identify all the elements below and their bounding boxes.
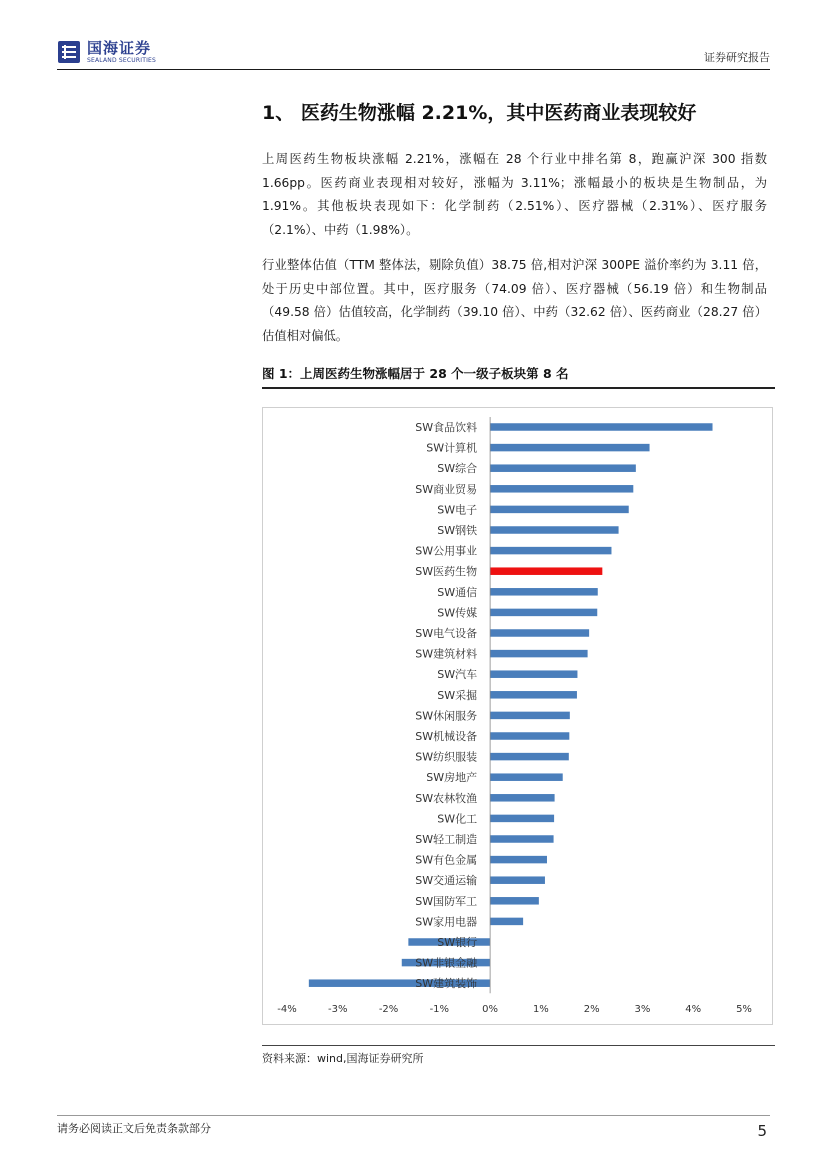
bar-21 xyxy=(490,856,547,864)
bar-17 xyxy=(490,773,563,781)
category-label-7: SW医药生物 xyxy=(415,565,478,579)
header-divider xyxy=(57,69,770,70)
bar-5 xyxy=(490,526,618,534)
bar-15 xyxy=(490,732,569,740)
category-label-27: SW建筑装饰 xyxy=(415,977,478,991)
bar-1 xyxy=(490,444,649,452)
category-label-5: SW钢铁 xyxy=(437,524,478,537)
figure-source: 资料来源：wind,国海证券研究所 xyxy=(262,1052,424,1065)
category-label-9: SW传媒 xyxy=(437,606,478,620)
category-label-8: SW通信 xyxy=(437,585,478,599)
x-tick-label-5: 1% xyxy=(532,1004,549,1015)
bar-2 xyxy=(490,464,636,472)
category-label-14: SW休闲服务 xyxy=(415,709,478,723)
bar-11 xyxy=(490,650,587,658)
category-label-15: SW机械设备 xyxy=(415,730,478,743)
category-label-22: SW交通运输 xyxy=(415,874,478,888)
category-label-6: SW公用事业 xyxy=(415,544,478,558)
category-label-20: SW轻工制造 xyxy=(415,833,478,846)
bar-16 xyxy=(490,753,569,761)
category-label-23: SW国防军工 xyxy=(415,894,478,908)
x-tick-label-1: -3% xyxy=(328,1004,348,1015)
bar-0 xyxy=(490,423,712,431)
footer-disclaimer: 请务必阅读正文后免责条款部分 xyxy=(57,1122,211,1135)
category-label-12: SW汽车 xyxy=(437,668,478,682)
bar-18 xyxy=(490,794,554,802)
logo-english-name: SEALAND SECURITIES xyxy=(87,56,157,64)
category-label-17: SW房地产 xyxy=(426,771,478,785)
bar-24 xyxy=(490,918,523,926)
category-label-2: SW综合 xyxy=(437,462,478,476)
x-tick-label-8: 4% xyxy=(685,1004,702,1015)
paragraph-valuation: 行业整体估值（TTM 整体法，剔除负值）38.75 倍,相对沪深 300PE 溢价率约为 3.11 倍，处于历史中部位置。其中，医疗服务（74.09 倍）、医疗器械（56.19 倍）和生物制品（49.58 倍）估值较高，化学制药（39.10 倍）、中药（32.62 倍）、医药商业（28.27 倍）估值相对偏低。 xyxy=(262,258,767,343)
category-label-11: SW建筑材料 xyxy=(415,647,478,661)
x-tick-label-2: -2% xyxy=(378,1004,399,1015)
x-tick-label-3: -1% xyxy=(429,1004,450,1015)
category-label-21: SW有色金属 xyxy=(415,853,478,867)
category-label-25: SW银行 xyxy=(437,936,478,949)
x-tick-label-0: -4% xyxy=(277,1004,297,1015)
category-label-0: SW食品饮料 xyxy=(415,421,478,434)
category-label-16: SW纺织服装 xyxy=(415,750,478,764)
category-label-13: SW采掘 xyxy=(437,688,478,702)
category-label-3: SW商业贸易 xyxy=(415,482,478,496)
footer-divider xyxy=(57,1115,770,1116)
section-title: 1、 医药生物涨幅 2.21%，其中医药商业表现较好 xyxy=(262,102,697,124)
category-label-4: SW电子 xyxy=(437,503,478,517)
page-number: 5 xyxy=(757,1122,767,1140)
bar-10 xyxy=(490,629,589,637)
figure-title: 图 1：上周医药生物涨幅居于 28 个一级子板块第 8 名 xyxy=(262,366,569,381)
bar-22 xyxy=(490,876,545,884)
x-tick-label-4: 0% xyxy=(482,1004,499,1015)
x-tick-label-7: 3% xyxy=(634,1004,651,1015)
bar-4 xyxy=(490,506,629,514)
bar-19 xyxy=(490,815,554,823)
category-label-19: SW化工 xyxy=(437,812,478,826)
category-label-1: SW计算机 xyxy=(426,441,478,455)
bar-6 xyxy=(490,547,611,555)
category-label-26: SW非银金融 xyxy=(415,956,478,970)
chart-frame xyxy=(262,407,773,1025)
bar-20 xyxy=(490,835,553,843)
paragraph-market-performance: 上周医药生物板块涨幅 2.21%，涨幅在 28 个行业中排名第 8，跑赢沪深 300 指数 1.66pp。医药商业表现相对较好，涨幅为 3.11%；涨幅最小的板块是生物制品，为 1.91%。其他板块表现如下：化学制药（2.51%）、医疗器械（2.31%）、医疗服务（2.1%）、中药（1.98%）。 xyxy=(262,152,767,237)
bar-8 xyxy=(490,588,598,596)
bar-23 xyxy=(490,897,539,905)
figure-top-rule xyxy=(262,387,775,389)
bar-9 xyxy=(490,609,597,617)
logo-chinese-name: 国海证券 xyxy=(87,38,152,57)
bar-3 xyxy=(490,485,633,493)
figure-bottom-rule xyxy=(262,1045,775,1046)
x-tick-label-6: 2% xyxy=(583,1004,600,1015)
bar-7 xyxy=(490,567,602,575)
x-tick-label-9: 5% xyxy=(736,1004,752,1015)
company-logo xyxy=(57,37,156,67)
bar-12 xyxy=(490,670,577,678)
report-type-label: 证券研究报告 xyxy=(704,51,770,64)
bar-13 xyxy=(490,691,577,699)
category-label-18: SW农林牧渔 xyxy=(415,791,478,805)
logo-mark-icon xyxy=(57,40,81,64)
category-label-10: SW电气设备 xyxy=(415,627,478,640)
category-label-24: SW家用电器 xyxy=(415,915,478,929)
bar-14 xyxy=(490,712,570,720)
sector-return-bar-chart xyxy=(263,408,772,1024)
